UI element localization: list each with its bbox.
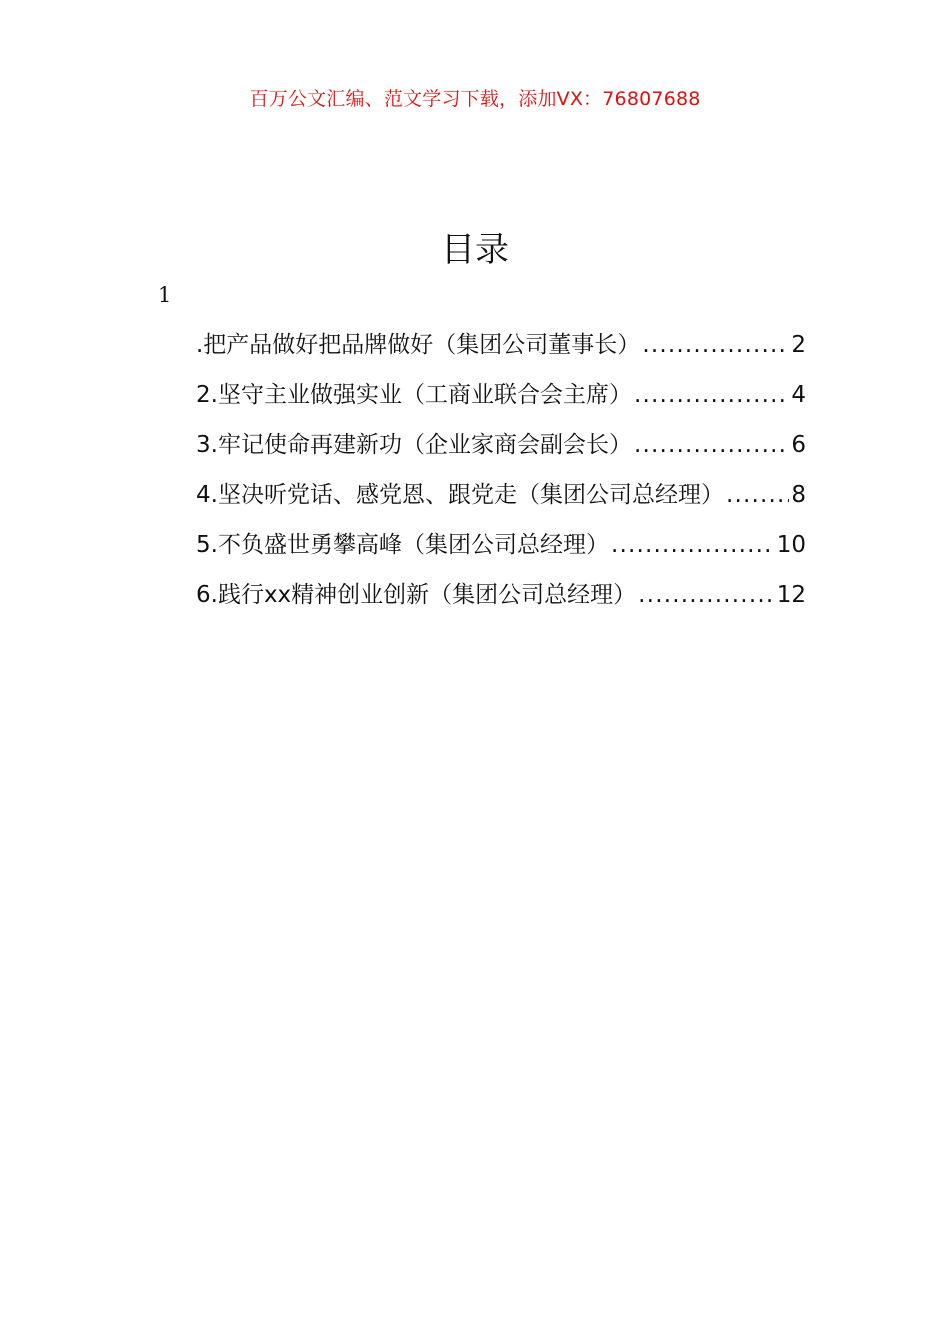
- toc-entry-text: 6.践行xx精神创业创新（集团公司总经理）: [196, 582, 637, 608]
- toc-dot-leader: [634, 432, 789, 458]
- toc-dot-leader: [634, 382, 789, 408]
- toc-list: [196, 326, 806, 626]
- toc-entry-3[interactable]: [196, 426, 806, 476]
- toc-entry-2[interactable]: [196, 376, 806, 426]
- toc-entry-page: 6: [791, 432, 806, 458]
- toc-entry-6[interactable]: [196, 576, 806, 626]
- toc-entry-text: 5.不负盛世勇攀高峰（集团公司总经理）: [196, 532, 609, 558]
- toc-dot-leader: [638, 582, 775, 608]
- toc-entry-page: 12: [776, 582, 806, 608]
- toc-entry-page: 10: [776, 532, 806, 558]
- page-marker: 1: [158, 283, 172, 307]
- toc-dot-leader: [642, 332, 789, 358]
- toc-entry-text: 3.牢记使命再建新功（企业家商会副会长）: [196, 432, 632, 458]
- toc-dot-leader: [726, 482, 789, 508]
- header-note: 百万公文汇编、范文学习下载，添加VX：76807688: [249, 88, 701, 110]
- toc-entry-text: 4.坚决听党话、感党恩、跟党走（集团公司总经理）: [196, 482, 724, 508]
- toc-entry-4[interactable]: [196, 476, 806, 526]
- toc-entry-page: 8: [791, 482, 806, 508]
- toc-entry-page: 4: [791, 382, 806, 408]
- toc-entry-5[interactable]: [196, 526, 806, 576]
- toc-entry-text: 2.坚守主业做强实业（工商业联合会主席）: [196, 382, 632, 408]
- toc-entry-text: .把产品做好把品牌做好（集团公司董事长）: [196, 332, 641, 358]
- toc-dot-leader: [611, 532, 775, 558]
- toc-entry-1[interactable]: [196, 326, 806, 376]
- toc-title: 目录: [441, 230, 509, 270]
- toc-entry-page: 2: [791, 332, 806, 358]
